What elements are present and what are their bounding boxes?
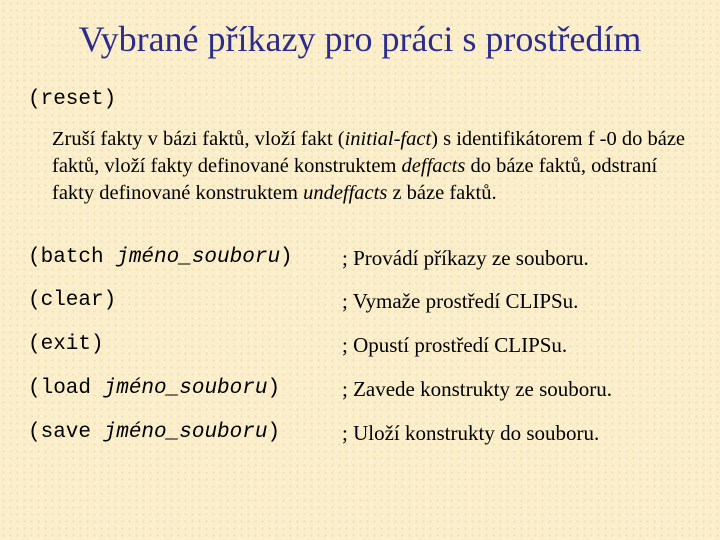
deffacts-term: deffacts (401, 155, 466, 177)
save-comment: ; Uloží konstrukty do souboru. (342, 421, 600, 445)
reset-desc-part1: Zruší fakty v bázi faktů, vloží fakt ( (52, 128, 345, 150)
load-comment: ; Zavede konstrukty ze souboru. (342, 377, 613, 401)
exit-command: (exit) (28, 333, 104, 356)
reset-desc-part3: do báze faktů, odstraní fakty definované konstruktem (52, 155, 658, 204)
load-command: (load jméno_souboru) (28, 377, 281, 400)
save-command: (save jméno_souboru) (28, 421, 281, 444)
filename-arg: jméno_souboru (103, 377, 268, 400)
batch-command: (batch jméno_souboru) (28, 246, 293, 269)
slide-title: Vybrané příkazy pro práci s prostředím (78, 19, 642, 59)
clear-command: (clear) (28, 289, 117, 312)
clear-comment: ; Vymaže prostředí CLIPSu. (342, 289, 579, 313)
undeffacts-term: undeffacts (303, 182, 388, 204)
reset-description (52, 126, 702, 207)
batch-comment: ; Provádí příkazy ze souboru. (342, 246, 589, 270)
reset-desc-part4: z báze faktů. (387, 182, 497, 204)
filename-arg: jméno_souboru (116, 246, 281, 269)
exit-comment: ; Opustí prostředí CLIPSu. (342, 333, 568, 357)
filename-arg: jméno_souboru (103, 421, 268, 444)
reset-command: (reset) (28, 88, 117, 111)
initial-fact-term: initial-fact (344, 128, 432, 150)
reset-desc-part2: ) s identifikátorem f -0 do báze faktů, vloží fakty definované konstruktem (52, 128, 686, 177)
